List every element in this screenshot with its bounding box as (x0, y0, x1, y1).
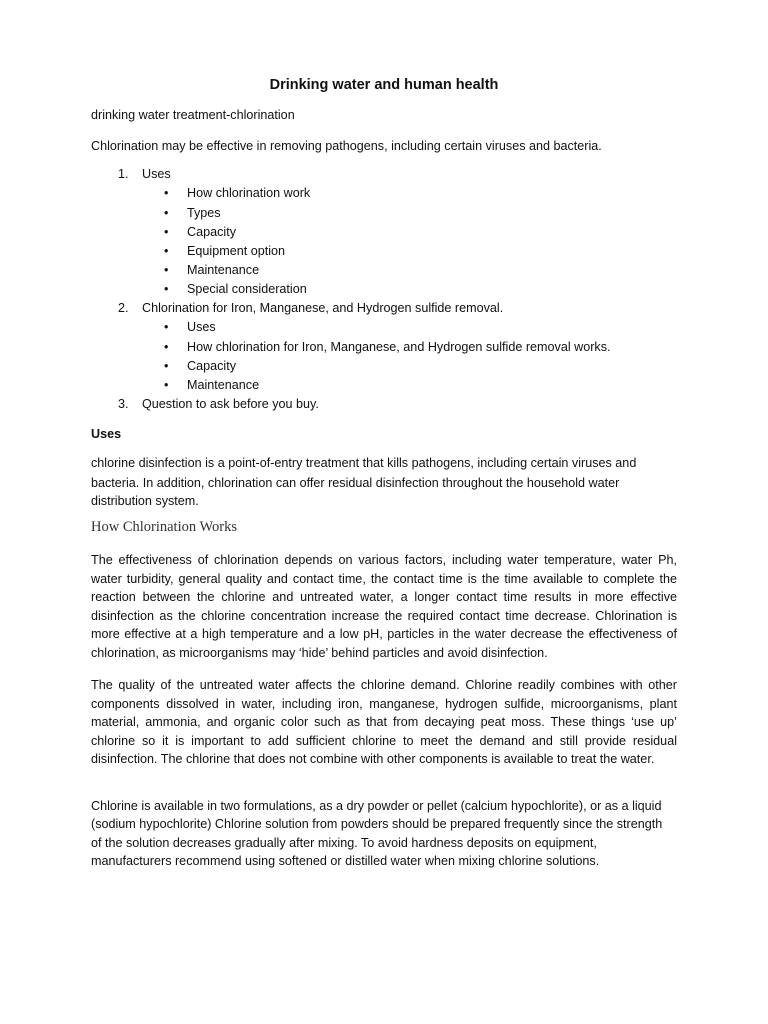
outline-number: 1. (118, 167, 129, 181)
bullet-item: Special consideration (187, 282, 307, 296)
bullet-item: Equipment option (187, 244, 286, 258)
bullet-item: Uses (187, 320, 216, 334)
bullet-icon: • (164, 244, 169, 258)
outline-number: 2. (118, 301, 129, 315)
bullet-item: How chlorination work (187, 186, 311, 200)
outline-item-label: Chlorination for Iron, Manganese, and Hydrogen sulfide removal. (142, 301, 504, 315)
paragraph-water-quality: The quality of the untreated water affects the chlorine demand. Chlorine readily combines with other components dissolved in water, including iron, manganese, hydrogen sulfide, microorganisms, plant material, ammonia, and organic color such as that from decaying peat moss. These things ‘use up’ chlorine so it is important to add sufficient chlorine to meet the demand and still provide residual disinfection. The chlorine that does not combine with other components is available to treat the water. (91, 678, 677, 767)
bullet-icon: • (164, 186, 169, 200)
bullet-icon: • (164, 378, 169, 392)
outline-number: 3. (118, 397, 129, 411)
bullet-item: Maintenance (187, 263, 260, 277)
paragraph-formulations-line: of the solution decreases gradually after mixing. To avoid hardness deposits on equipment, (91, 836, 597, 850)
intro-text: Chlorination may be effective in removing pathogens, including certain viruses and bacteria. (91, 139, 602, 153)
paragraph-effectiveness: The effectiveness of chlorination depends on various factors, including water temperature, water Ph, water turbidity, general quality and contact time, the contact time is the time available to complete the reaction between the chlorine and untreated water, a longer contact time results in more effective disinfection as the chlorine concentration increase the required contact time decrease. Chlorination is more effective at a high temperature and a low pH, particles in the water decrease the effectiveness of chlorination, as microorganisms may ‘hide’ behind particles and avoid disinfection. (91, 553, 677, 660)
paragraph-formulations-line: Chlorine is available in two formulations, as a dry powder or pellet (calcium hypochlorite), or as a liquid (91, 799, 662, 813)
bullet-icon: • (164, 206, 169, 220)
uses-text-line: distribution system. (91, 494, 199, 508)
bullet-icon: • (164, 359, 169, 373)
bullet-item: Types (187, 206, 221, 220)
outline-item-label: Uses (142, 167, 171, 181)
uses-text-line: bacteria. In addition, chlorination can offer residual disinfection throughout the household water (91, 476, 620, 490)
bullet-icon: • (164, 340, 169, 354)
bullet-icon: • (164, 282, 169, 296)
bullet-icon: • (164, 263, 169, 277)
uses-text-line: chlorine disinfection is a point-of-entry treatment that kills pathogens, including certain viruses and (91, 456, 637, 470)
paragraph-formulations-line: (sodium hypochlorite) Chlorine solution from powders should be prepared frequently since the strength (91, 817, 663, 831)
bullet-icon: • (164, 320, 169, 334)
bullet-item: Maintenance (187, 378, 260, 392)
section-subtitle: drinking water treatment-chlorination (91, 108, 295, 122)
how-chlorination-works-heading: How Chlorination Works (91, 519, 237, 535)
bullet-item: Capacity (187, 225, 236, 239)
bullet-icon: • (164, 225, 169, 239)
bullet-item: How chlorination for Iron, Manganese, and Hydrogen sulfide removal works. (187, 340, 611, 354)
document-title: Drinking water and human health (269, 77, 499, 93)
outline-item-label: Question to ask before you buy. (142, 397, 319, 411)
paragraph-formulations-line: manufacturers recommend using softened or distilled water when mixing chlorine solutions. (91, 854, 600, 868)
bullet-item: Capacity (187, 359, 236, 373)
uses-heading: Uses (91, 427, 122, 441)
